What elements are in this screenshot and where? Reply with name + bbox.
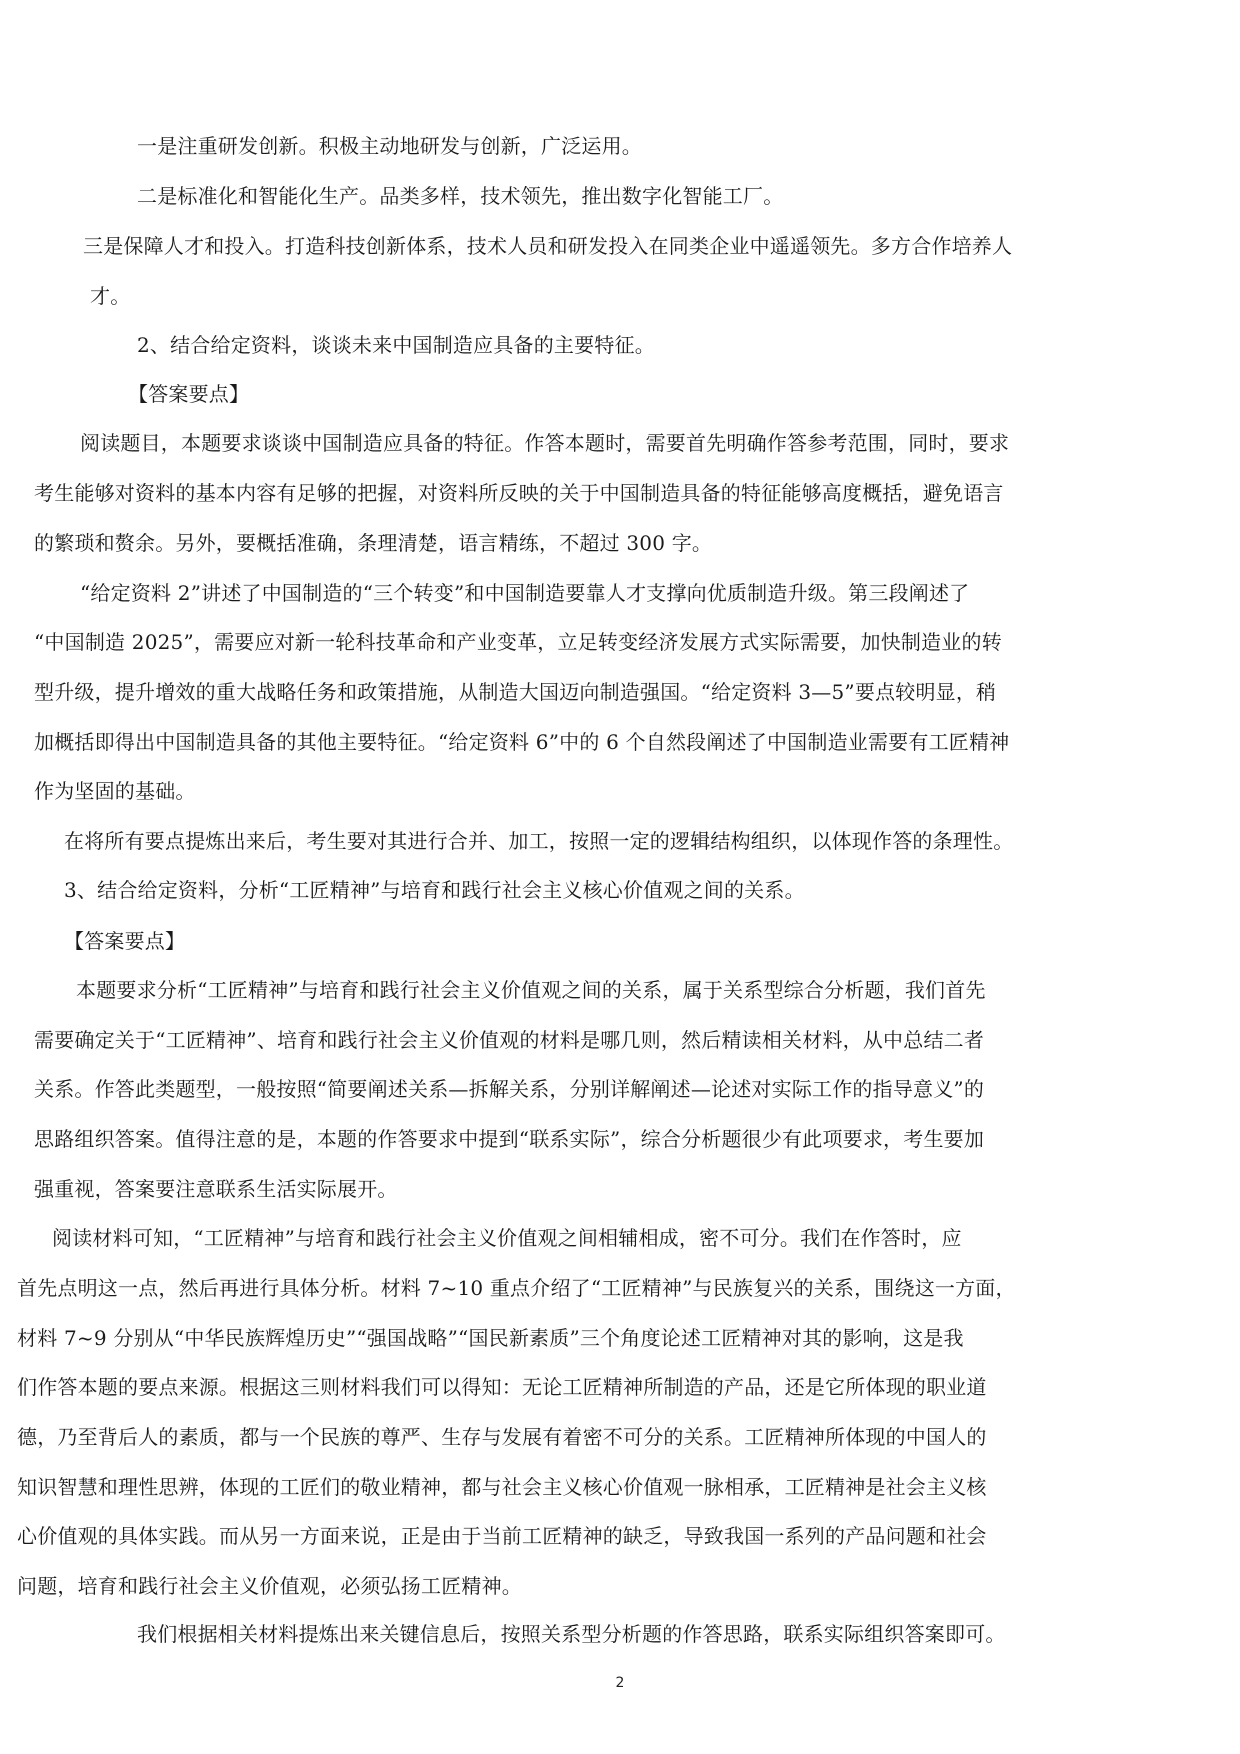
text-line: 们作答本题的要点来源。根据这三则材料我们可以得知：无论工匠精神所制造的产品，还是它所体现的职业道 bbox=[17, 1375, 987, 1399]
text-line: 作为坚固的基础。 bbox=[34, 779, 196, 803]
question-heading: 3、结合给定资料，分析“工匠精神”与培育和践行社会主义核心价值观之间的关系。 bbox=[64, 878, 805, 902]
text-line: 加概括即得出中国制造具备的其他主要特征。“给定资料 6”中的 6 个自然段阐述了中国制造业需要有工匠精神 bbox=[34, 730, 1010, 754]
text-line: 知识智慧和理性思辨，体现的工匠们的敬业精神，都与社会主义核心价值观一脉相承，工匠精神是社会主义核 bbox=[17, 1475, 987, 1499]
answer-heading: 【答案要点】 bbox=[64, 929, 186, 953]
text-line: 思路组织答案。值得注意的是，本题的作答要求中提到“联系实际”，综合分析题很少有此项要求，考生要加 bbox=[34, 1127, 985, 1151]
text-line: 强重视，答案要注意联系生活实际展开。 bbox=[34, 1177, 398, 1201]
text-line: 材料 7~9 分别从“中华民族辉煌历史”“强国战略”“国民新素质”三个角度论述工匠精神对其的影响，这是我 bbox=[17, 1326, 964, 1350]
text-line: 在将所有要点提炼出来后，考生要对其进行合并、加工，按照一定的逻辑结构组织，以体现作答的条理性。 bbox=[64, 829, 1014, 853]
text-line: “给定资料 2”讲述了中国制造的“三个转变”和中国制造要靠人才支撑向优质制造升级。第三段阐述了 bbox=[80, 581, 970, 605]
text-line: 首先点明这一点，然后再进行具体分析。材料 7~10 重点介绍了“工匠精神”与民族复兴的关系，围绕这一方面， bbox=[17, 1276, 1016, 1300]
text-line: 需要确定关于“工匠精神”、培育和践行社会主义价值观的材料是哪几则，然后精读相关材料，从中总结二者 bbox=[34, 1028, 985, 1052]
text-line: 二是标准化和智能化生产。品类多样，技术领先，推出数字化智能工厂。 bbox=[137, 184, 784, 208]
text-line: 三是保障人才和投入。打造科技创新体系，技术人员和研发投入在同类企业中遥遥领先。多方合作培养人 bbox=[83, 234, 1013, 258]
text-line: 才。 bbox=[90, 284, 131, 308]
text-line: 阅读材料可知，“工匠精神”与培育和践行社会主义价值观之间相辅相成，密不可分。我们在作答时，应 bbox=[52, 1226, 962, 1250]
page-number: 2 bbox=[615, 1675, 625, 1691]
text-line: 德，乃至背后人的素质，都与一个民族的尊严、生存与发展有着密不可分的关系。工匠精神所体现的中国人的 bbox=[17, 1425, 987, 1449]
text-line: 心价值观的具体实践。而从另一方面来说，正是由于当前工匠精神的缺乏，导致我国一系列的产品问题和社会 bbox=[17, 1524, 987, 1548]
text-line: 考生能够对资料的基本内容有足够的把握，对资料所反映的关于中国制造具备的特征能够高度概括，避免语言 bbox=[34, 481, 1004, 505]
text-line: 我们根据相关材料提炼出来关键信息后，按照关系型分析题的作答思路，联系实际组织答案即可。 bbox=[137, 1622, 1006, 1646]
question-heading: 2、结合给定资料，谈谈未来中国制造应具备的主要特征。 bbox=[137, 333, 655, 357]
text-line: 关系。作答此类题型，一般按照“简要阐述关系—拆解关系，分别详解阐述—论述对实际工作的指导意义”的 bbox=[34, 1077, 985, 1101]
text-line: 本题要求分析“工匠精神”与培育和践行社会主义价值观之间的关系，属于关系型综合分析题，我们首先 bbox=[76, 978, 986, 1002]
text-line: “中国制造 2025”，需要应对新一轮科技革命和产业变革，立足转变经济发展方式实际需要，加快制造业的转 bbox=[34, 630, 1002, 654]
text-line: 问题，培育和践行社会主义价值观，必须弘扬工匠精神。 bbox=[17, 1574, 522, 1598]
answer-heading: 【答案要点】 bbox=[128, 382, 250, 406]
text-line: 的繁琐和赘余。另外，要概括准确，条理清楚，语言精练，不超过 300 字。 bbox=[34, 531, 713, 555]
text-line: 一是注重研发创新。积极主动地研发与创新，广泛运用。 bbox=[137, 134, 642, 158]
text-line: 阅读题目，本题要求谈谈中国制造应具备的特征。作答本题时，需要首先明确作答参考范围，同时，要求 bbox=[80, 431, 1010, 455]
text-line: 型升级，提升增效的重大战略任务和政策措施，从制造大国迈向制造强国。“给定资料 3—5”要点较明显，稍 bbox=[34, 680, 997, 704]
